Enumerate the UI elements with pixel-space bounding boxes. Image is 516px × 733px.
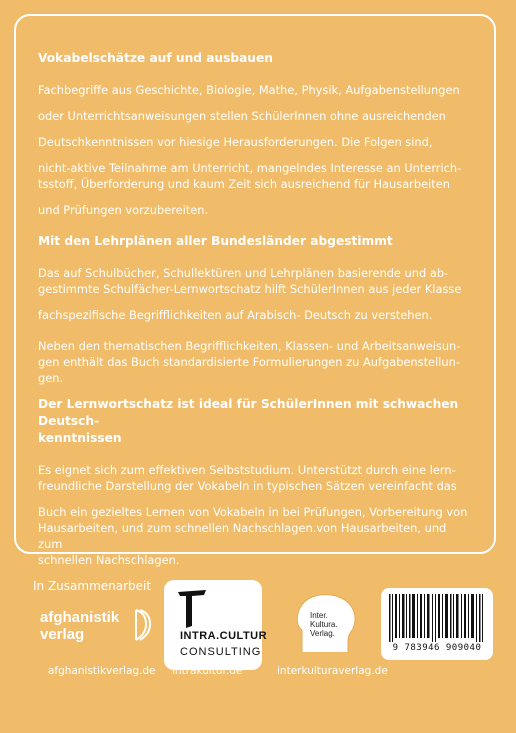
barcode-bars (381, 588, 493, 644)
isbn-barcode (381, 588, 493, 660)
paragraph-line: Das auf Schulbücher, Schullektüren und Lehrplänen basierende und ab- (38, 266, 449, 280)
isbn-number: 9 783946 909040 (392, 643, 482, 653)
intrakultur-line2: CONSULTING (180, 646, 262, 658)
publisher-footer (0, 570, 516, 733)
paragraph-line: gen enthält das Buch standardisierte Formulierungen zu Aufgabenstellun- (38, 355, 460, 369)
afghanistik-url[interactable]: afghanistikverlag.de (48, 665, 156, 677)
afghanistik-logo-line2: verlag (40, 626, 85, 643)
paragraph-line: schnellen Nachschlagen. (38, 553, 180, 567)
collaboration-label: In Zusammenarbeit (33, 579, 152, 593)
paragraph-line: oder Unterrichtsanweisungen stellen SchülerInnen ohne ausreichenden (38, 109, 446, 123)
interkultura-line3: Verlag. (310, 629, 335, 638)
paragraph-line: fachspezifische Begrifflichkeiten auf Arabisch- Deutsch zu verstehen. (38, 308, 433, 322)
intrakultur-line1: INTRA.CULTUR (180, 630, 268, 642)
interkultura-url[interactable]: interkulturaverlag.de (277, 665, 388, 677)
heading-lernwortschatz-cont: kenntnissen (38, 431, 122, 445)
book-pages-icon (134, 608, 152, 642)
paragraph-line: Es eignet sich zum effektiven Selbststudium. Unterstützt durch eine lern- (38, 463, 456, 477)
paragraph-line: Neben den thematischen Begrifflichkeiten, Klassen- und Arbeitsanweisun- (38, 339, 461, 353)
heading-vokabelschaetze: Vokabelschätze auf und ausbauen (38, 51, 273, 65)
afghanistik-logo-line1: afghanistik (40, 609, 120, 626)
interkultura-line1: Inter. (310, 611, 328, 620)
paragraph-line: tsstoff, Überforderung und kaum Zeit sich ausreichend für Hausarbeiten (38, 177, 450, 191)
heading-lehrplaene: Mit den Lehrplänen aller Bundesländer abgestimmt (38, 234, 393, 248)
intrakultur-logo (164, 580, 268, 670)
text-panel (14, 14, 496, 567)
paragraph-line: Buch ein gezieltes Lernen von Vokabeln in bei Prüfungen, Vorbereitung von (38, 505, 468, 519)
heading-lernwortschatz: Der Lernwortschatz ist ideal für SchülerInnen mit schwachen Deutsch- (38, 397, 459, 428)
interkultura-line2: Kultura. (310, 620, 338, 629)
afghanistik-verlag-logo (40, 605, 152, 651)
paragraph-line: und Prüfungen vorzubereiten. (38, 203, 209, 217)
paragraph-line: nicht-aktive Teilnahme am Unterricht, mangelndes Interesse an Unterrich- (38, 161, 462, 175)
interkultura-head-logo (292, 590, 372, 658)
paragraph-line: gen. (38, 371, 64, 385)
paragraph-line: freundliche Darstellung der Vokabeln in typischen Sätzen vereinfacht das (38, 479, 457, 493)
paragraph-line: Deutschkenntnissen vor hiesige Herausforderungen. Die Folgen sind, (38, 135, 433, 149)
paragraph-line: gestimmte Schulfächer-Lernwortschatz hilft SchülerInnen aus jeder Klasse (38, 282, 462, 296)
calligraphy-glyph-icon (176, 586, 210, 630)
paragraph-line: Hausarbeiten, und zum schnellen Nachschlagen.von Hausarbeiten, und zum (38, 521, 447, 551)
paragraph-line: Fachbegriffe aus Geschichte, Biologie, Mathe, Physik, Aufgabenstellungen (38, 83, 460, 97)
intrakultur-url[interactable]: intrakultur.de (172, 665, 243, 677)
